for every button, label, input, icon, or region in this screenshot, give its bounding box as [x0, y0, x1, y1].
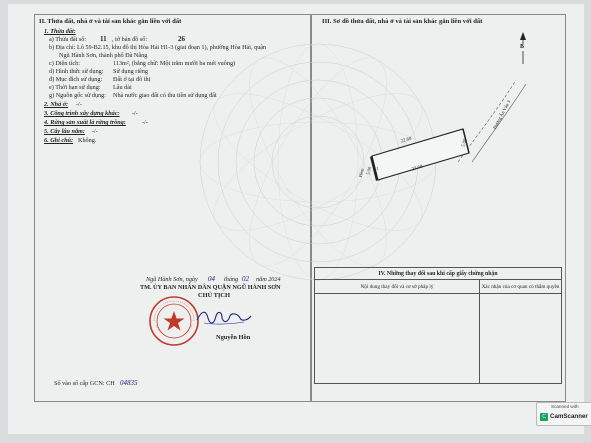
watermark-line-1: Scanned with [551, 404, 579, 409]
map-sheet-label: , tờ bản đồ số: [112, 36, 148, 43]
usage-purpose-label: đ) Mục đích sử dụng: [49, 76, 103, 83]
road-name: Đường Ân Vân 3 [491, 99, 512, 130]
lot-number-label: 11 [374, 166, 379, 171]
changes-col-confirm: Xác nhận của cơ quan có thẩm quyền [479, 280, 561, 294]
usage-origin-value: Nhà nước giao đất có thu tiền sử dụng đất [113, 92, 217, 99]
section-heading-land: II. Thửa đất, nhà ở và tài sản khác gắn liền với đất [39, 18, 182, 25]
forest-value: -/- [142, 119, 148, 126]
changes-table-title: IV. Những thay đổi sau khi cấp giấy chứng nhận [315, 268, 562, 280]
watermark-line-2: CamScanner [550, 413, 588, 420]
dimension-top: 22.60 [400, 136, 413, 145]
north-label: B [520, 44, 525, 50]
gcn-book-label: Số vào sổ cấp GCN: CH [54, 380, 115, 387]
usage-origin-label: g) Nguồn gốc sử dụng: [49, 92, 106, 99]
perennial-title: 5. Cây lâu năm: [44, 128, 85, 135]
perennial-value: -/- [92, 128, 98, 135]
parcel-number-label: a) Thửa đất số: [49, 36, 87, 43]
usage-form-label: d) Hình thức sử dụng: [49, 68, 104, 75]
dimension-left: 5.00 [365, 166, 373, 176]
changes-cell-content [315, 294, 480, 384]
other-works-title: 3. Công trình xây dựng khác: [44, 110, 120, 117]
usage-purpose-value: Đất ở tại đô thị [113, 76, 151, 83]
notes-title: 6. Ghi chú: [44, 137, 74, 144]
changes-table [314, 267, 562, 384]
house-value: -/- [76, 101, 82, 108]
issue-month: 02 [242, 275, 249, 283]
side-lane-label: Hẻm [357, 167, 365, 178]
forest-title: 4. Rừng sản xuất là rừng trồng: [44, 119, 126, 126]
parcel-number-value: 11 [100, 35, 107, 43]
camscanner-logo-icon: C [540, 413, 548, 421]
changes-cell-confirm [479, 294, 561, 384]
signer-name: Nguyễn Hồn [216, 334, 251, 341]
map-sheet-value: 26 [178, 35, 185, 43]
chairman-signature [194, 306, 254, 328]
authority-title: CHỦ TỊCH [198, 292, 231, 299]
changes-col-content: Nội dung thay đổi và cơ sở pháp lý [315, 280, 480, 294]
certificate-sheet [8, 4, 588, 434]
address-line-2: Ngũ Hành Sơn, thành phố Đà Nẵng [59, 52, 148, 59]
usage-form-value: Sử dụng riêng [113, 68, 148, 75]
area-label: c) Diện tích: [49, 60, 80, 67]
section-heading-map: III. Sơ đồ thửa đất, nhà ở và tài sản khác gắn liền với đất [322, 18, 483, 25]
gcn-book-value: 04835 [120, 379, 138, 387]
house-title: 2. Nhà ở: [44, 101, 69, 108]
issue-year: năm 2024 [256, 276, 281, 283]
usage-term-label: e) Thời hạn sử dụng: [49, 84, 101, 91]
usage-term-value: Lâu dài [113, 84, 132, 91]
parcel-title: 1. Thửa đất: [44, 28, 76, 35]
notes-value: Không. [78, 137, 97, 144]
camscanner-watermark [536, 402, 591, 426]
issue-day: 04 [208, 275, 215, 283]
issue-place: Ngũ Hành Sơn, ngày [146, 276, 198, 283]
other-works-value: -/- [132, 110, 138, 117]
issue-month-label: tháng [224, 276, 239, 283]
dimension-bottom: 22.60 [411, 164, 424, 173]
parcel-drawing [357, 120, 490, 200]
address-line-1: b) Địa chỉ: Lô 59-B2.15, khu đô thị Hòa Hải H1-3 (giai đoạn 1), phường Hòa Hải, quận [49, 44, 267, 51]
dimension-right: 5.00 [460, 138, 468, 148]
official-seal-stamp [148, 295, 200, 347]
authority-name: TM. ỦY BAN NHÂN DÂN QUẬN NGŨ HÀNH SƠN [140, 284, 281, 291]
area-value: 113m², (bằng chữ: Một trăm mười ba mét vuông) [113, 60, 236, 67]
